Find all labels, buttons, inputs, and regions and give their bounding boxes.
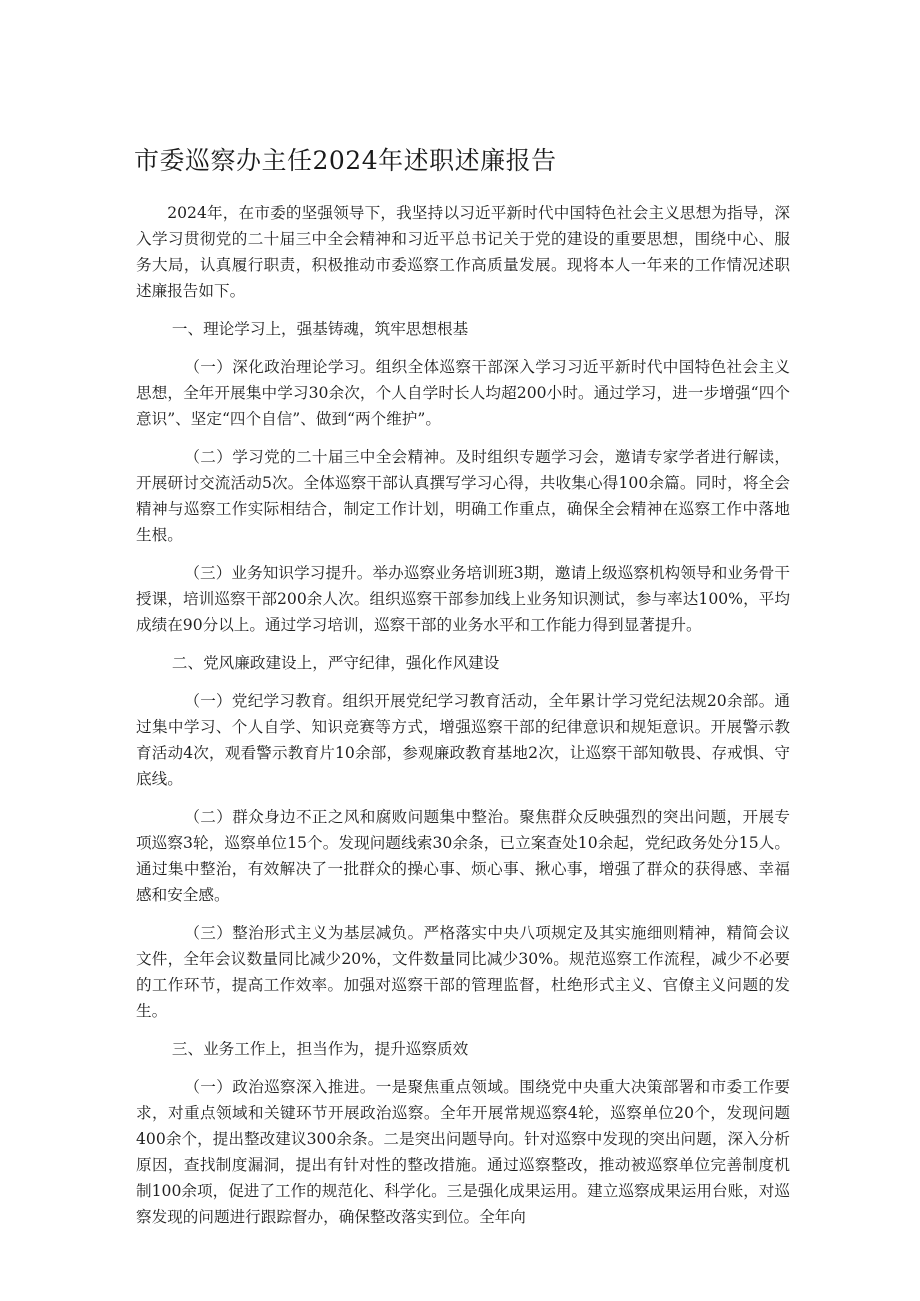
section-1-item-2: （二）学习党的二十届三中全会精神。及时组织专题学习会，邀请专家学者进行解读，开展研讨交流活动5次。全体巡察干部认真撰写学习心得，共收集心得100余篇。同时，将全会精神与巡察工作实际相结合，制定工作计划，明确工作重点，确保全会精神在巡察工作中落地生根。 — [136, 448, 790, 544]
section-3-item-1: （一）政治巡察深入推进。一是聚焦重点领域。围绕党中央重大决策部署和市委工作要求，对重点领域和关键环节开展政治巡察。全年开展常规巡察4轮，巡察单位20个，发现问题400余个，提出整改建议300余条。二是突出问题导向。针对巡察中发现的突出问题，深入分析原因，查找制度漏洞，提出有针对性的整改措施。通过巡察整改，推动被巡察单位完善制度机制100余项，促进了工作的规范化、科学化。三是强化成果运用。建立巡察成果运用台账，对巡察发现的问题进行跟踪督办，确保整改落实到位。全年向 — [136, 1078, 790, 1226]
section-2-item-2: （二）群众身边不正之风和腐败问题集中整治。聚焦群众反映强烈的突出问题，开展专项巡察3轮，巡察单位15个。发现问题线索30余条，已立案查处10余起，党纪政务处分15人。通过集中整治，有效解决了一批群众的操心事、烦心事、揪心事，增强了群众的获得感、幸福感和安全感。 — [136, 808, 790, 904]
section-2-heading: 二、党风廉政建设上，严守纪律，强化作风建设 — [171, 654, 500, 672]
section-1-heading: 一、理论学习上，强基铸魂，筑牢思想根基 — [171, 320, 469, 338]
section-1-item-3: （三）业务知识学习提升。举办巡察业务培训班3期，邀请上级巡察机构领导和业务骨干授课，培训巡察干部200余人次。组织巡察干部参加线上业务知识测试，参与率达100%，平均成绩在90分以上。通过学习培训，巡察干部的业务水平和工作能力得到显著提升。 — [136, 564, 790, 634]
section-1-item-1: （一）深化政治理论学习。组织全体巡察干部深入学习习近平新时代中国特色社会主义思想，全年开展集中学习30余次，个人自学时长人均超200小时。通过学习，进一步增强“四个意识”、坚定“四个自信”、做到“两个维护”。 — [136, 358, 790, 428]
intro-paragraph: 2024年，在市委的坚强领导下，我坚持以习近平新时代中国特色社会主义思想为指导，深入学习贯彻党的二十届三中全会精神和习近平总书记关于党的建设的重要思想，围绕中心、服务大局，认真履行职责，积极推动市委巡察工作高质量发展。现将本人一年来的工作情况述职述廉报告如下。 — [136, 204, 790, 300]
document-title: 市委巡察办主任2024年述职述廉报告 — [134, 146, 557, 175]
document-body — [136, 200, 790, 1242]
section-2-item-3: （三）整治形式主义为基层减负。严格落实中央八项规定及其实施细则精神，精简会议文件，全年会议数量同比减少20%，文件数量同比减少30%。规范巡察工作流程，减少不必要的工作环节，提高工作效率。加强对巡察干部的管理监督，杜绝形式主义、官僚主义问题的发生。 — [136, 924, 790, 1020]
section-2-item-1: （一）党纪学习教育。组织开展党纪学习教育活动，全年累计学习党纪法规20余部。通过集中学习、个人自学、知识竞赛等方式，增强巡察干部的纪律意识和规矩意识。开展警示教育活动4次，观看警示教育片10余部，参观廉政教育基地2次，让巡察干部知敬畏、存戒惧、守底线。 — [136, 692, 790, 788]
section-3-heading: 三、业务工作上，担当作为，提升巡察质效 — [171, 1040, 469, 1058]
